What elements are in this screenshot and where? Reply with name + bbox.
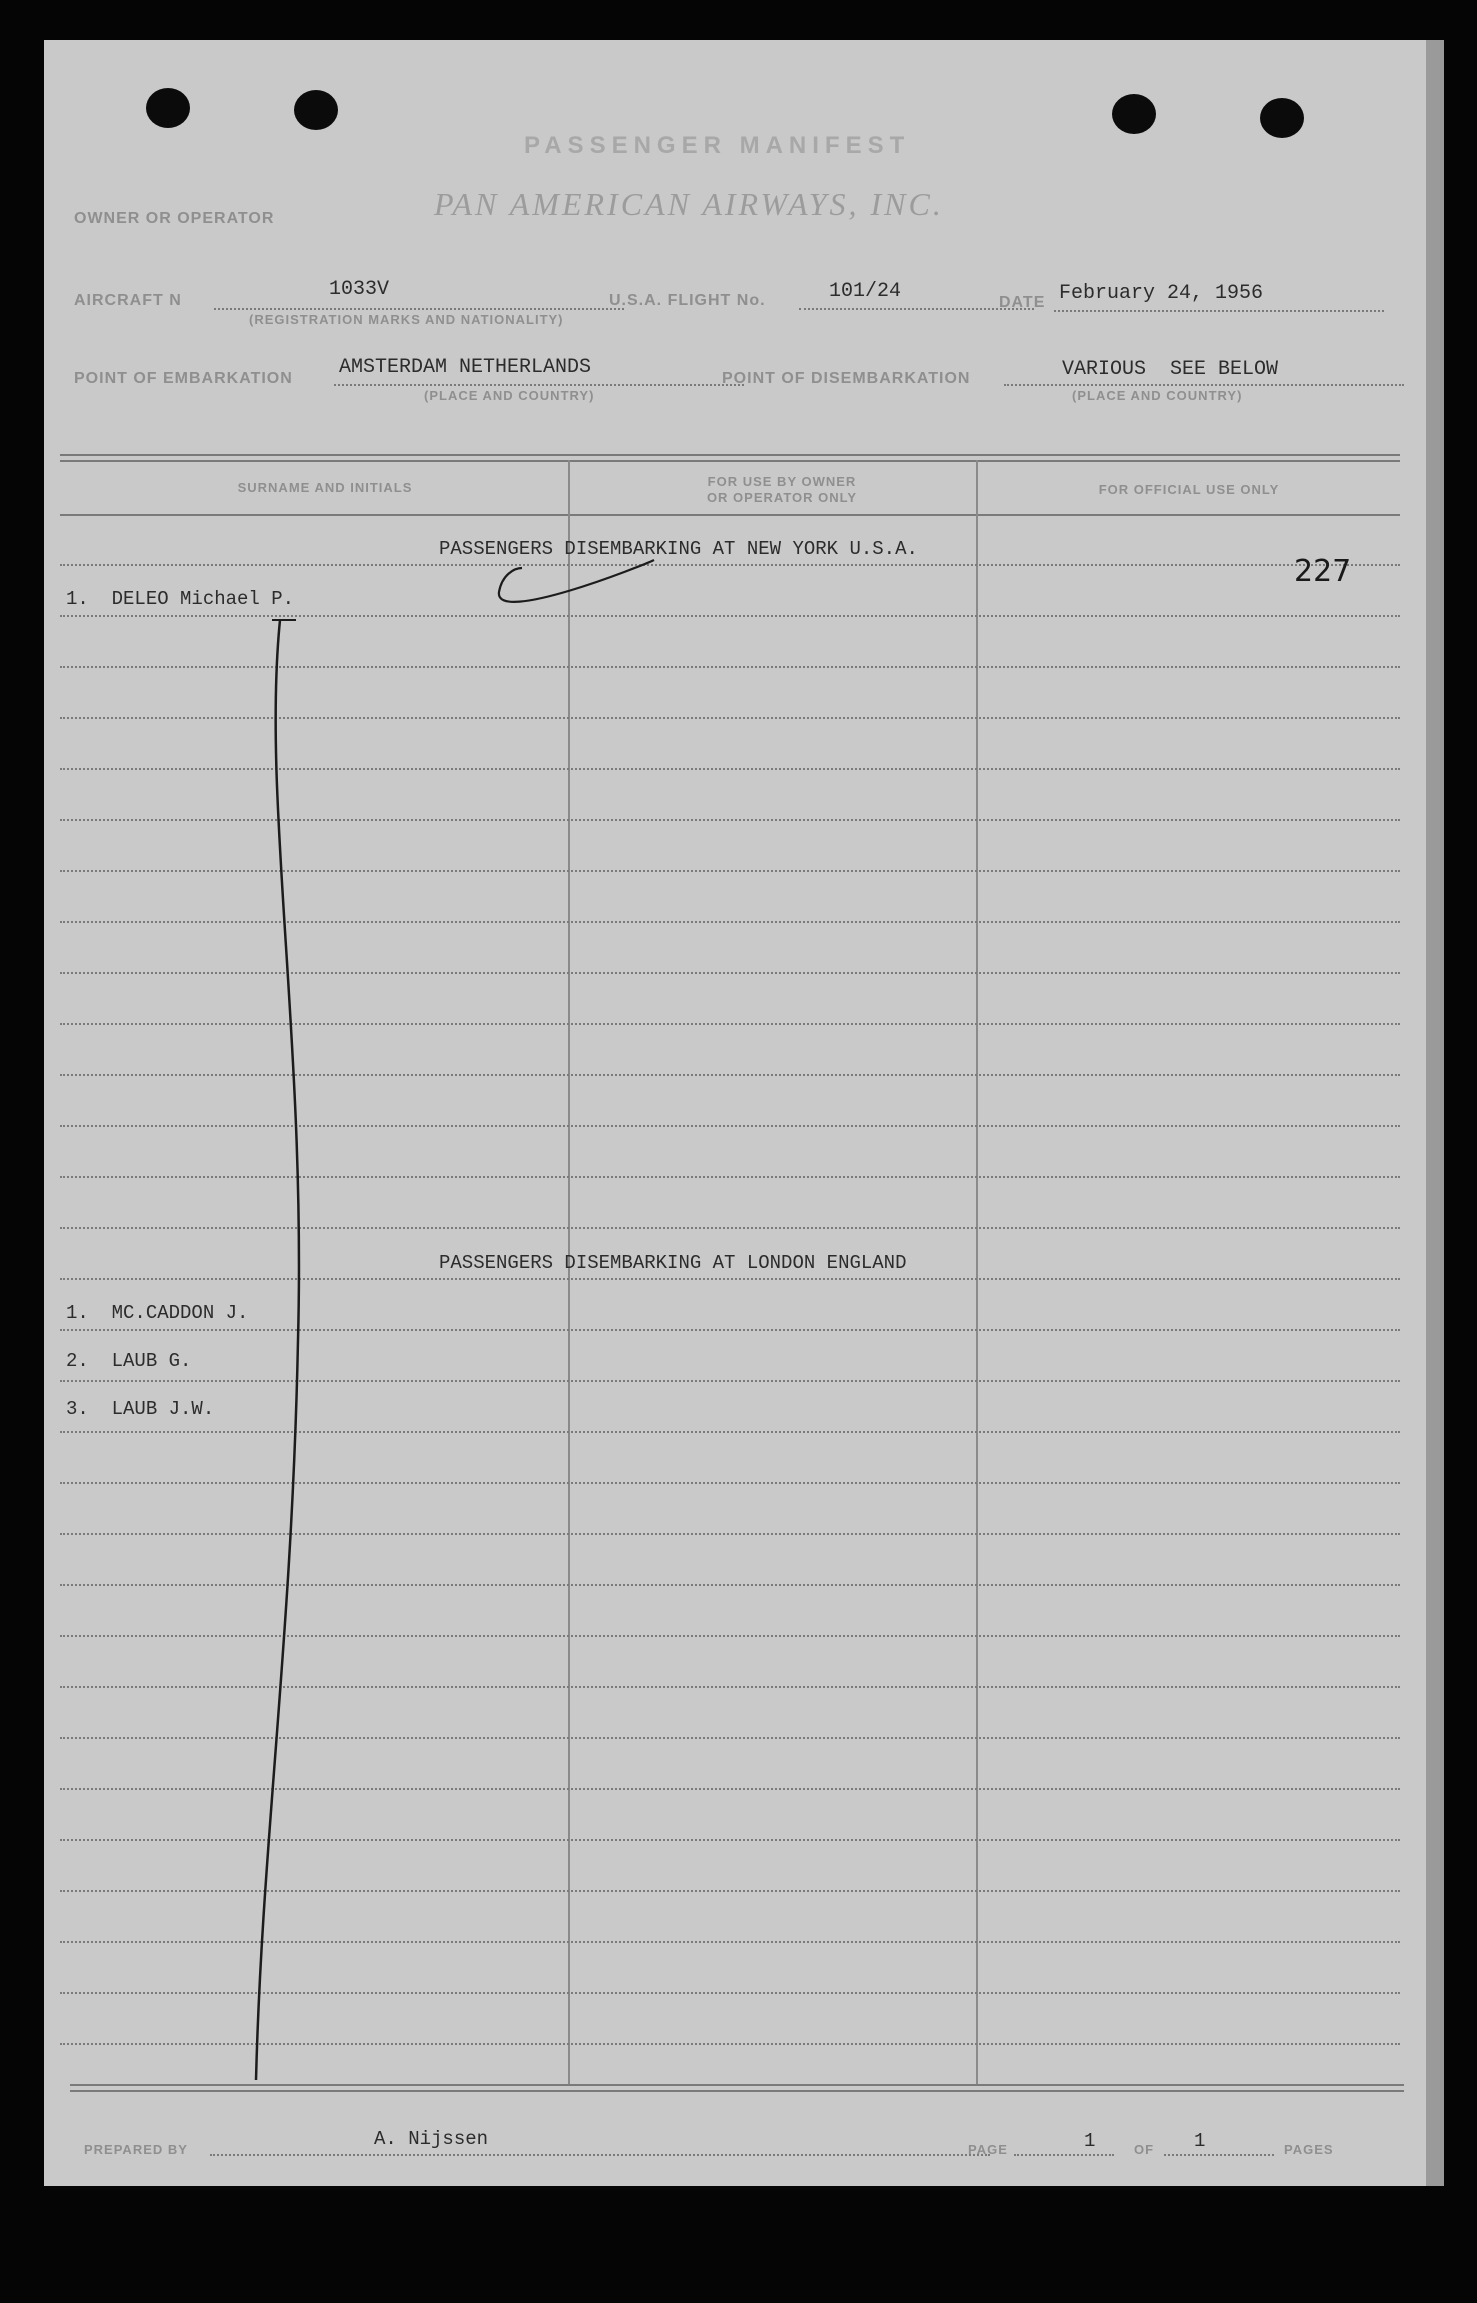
date-value: February 24, 1956 [1059,282,1264,305]
bracket-line [256,620,299,2080]
passenger-row: 3. LAUB J.W. [66,1398,215,1420]
page-label: PAGE [968,2142,1008,2157]
embark-sublabel: (PLACE AND COUNTRY) [424,388,595,403]
passenger-row: 1. DELEO Michael P. [66,588,295,610]
section-heading-london: PASSENGERS DISEMBARKING AT LONDON ENGLAND [439,1252,907,1274]
passenger-row: 1. MC.CADDON J. [66,1302,249,1324]
passenger-row: 2. LAUB G. [66,1350,192,1372]
owner-label: OWNER OR OPERATOR [74,210,275,227]
form-title: PASSENGER MANIFEST [524,132,911,159]
page-line [1014,2154,1114,2156]
page-value: 1 [1084,2130,1096,2152]
prepared-line [210,2154,990,2156]
of-label: OF [1134,2142,1155,2157]
date-label: DATE [999,294,1046,311]
embark-label: POINT OF EMBARKATION [74,370,293,387]
embark-value: AMSTERDAM NETHERLANDS [339,356,592,379]
disembark-label: POINT OF DISEMBARKATION [722,370,971,387]
flight-number: 101/24 [829,280,902,303]
scan-edge [1426,40,1444,2186]
prepared-by-value: A. Nijssen [374,2128,489,2150]
of-value: 1 [1194,2130,1206,2152]
flight-label: U.S.A. FLIGHT No. [609,292,766,309]
col-header-owner-2: OR OPERATOR ONLY [706,490,858,505]
check-mark [499,560,654,602]
company-name: PAN AMERICAN AIRWAYS, INC. [434,186,944,222]
col-header-owner-1: FOR USE BY OWNER [707,474,857,489]
table-bottom-rule [70,2084,1404,2092]
hand-drawn-bracket [44,40,1426,2186]
manifest-page [44,40,1426,2186]
prepared-label: PREPARED BY [84,2142,188,2157]
section-heading-new-york: PASSENGERS DISEMBARKING AT NEW YORK U.S.A. [439,538,918,560]
disembark-value: VARIOUS SEE BELOW [1062,358,1279,381]
col-header-surname: SURNAME AND INITIALS [237,480,413,495]
aircraft-label: AIRCRAFT N [74,292,182,309]
aircraft-sublabel: (REGISTRATION MARKS AND NATIONALITY) [249,312,564,327]
aircraft-value: 1033V [329,278,390,301]
official-number: 227 [1294,554,1352,589]
col-header-official: FOR OFFICIAL USE ONLY [1098,482,1280,497]
of-line [1164,2154,1274,2156]
disembark-sublabel: (PLACE AND COUNTRY) [1072,388,1243,403]
pages-label: PAGES [1284,2142,1334,2157]
